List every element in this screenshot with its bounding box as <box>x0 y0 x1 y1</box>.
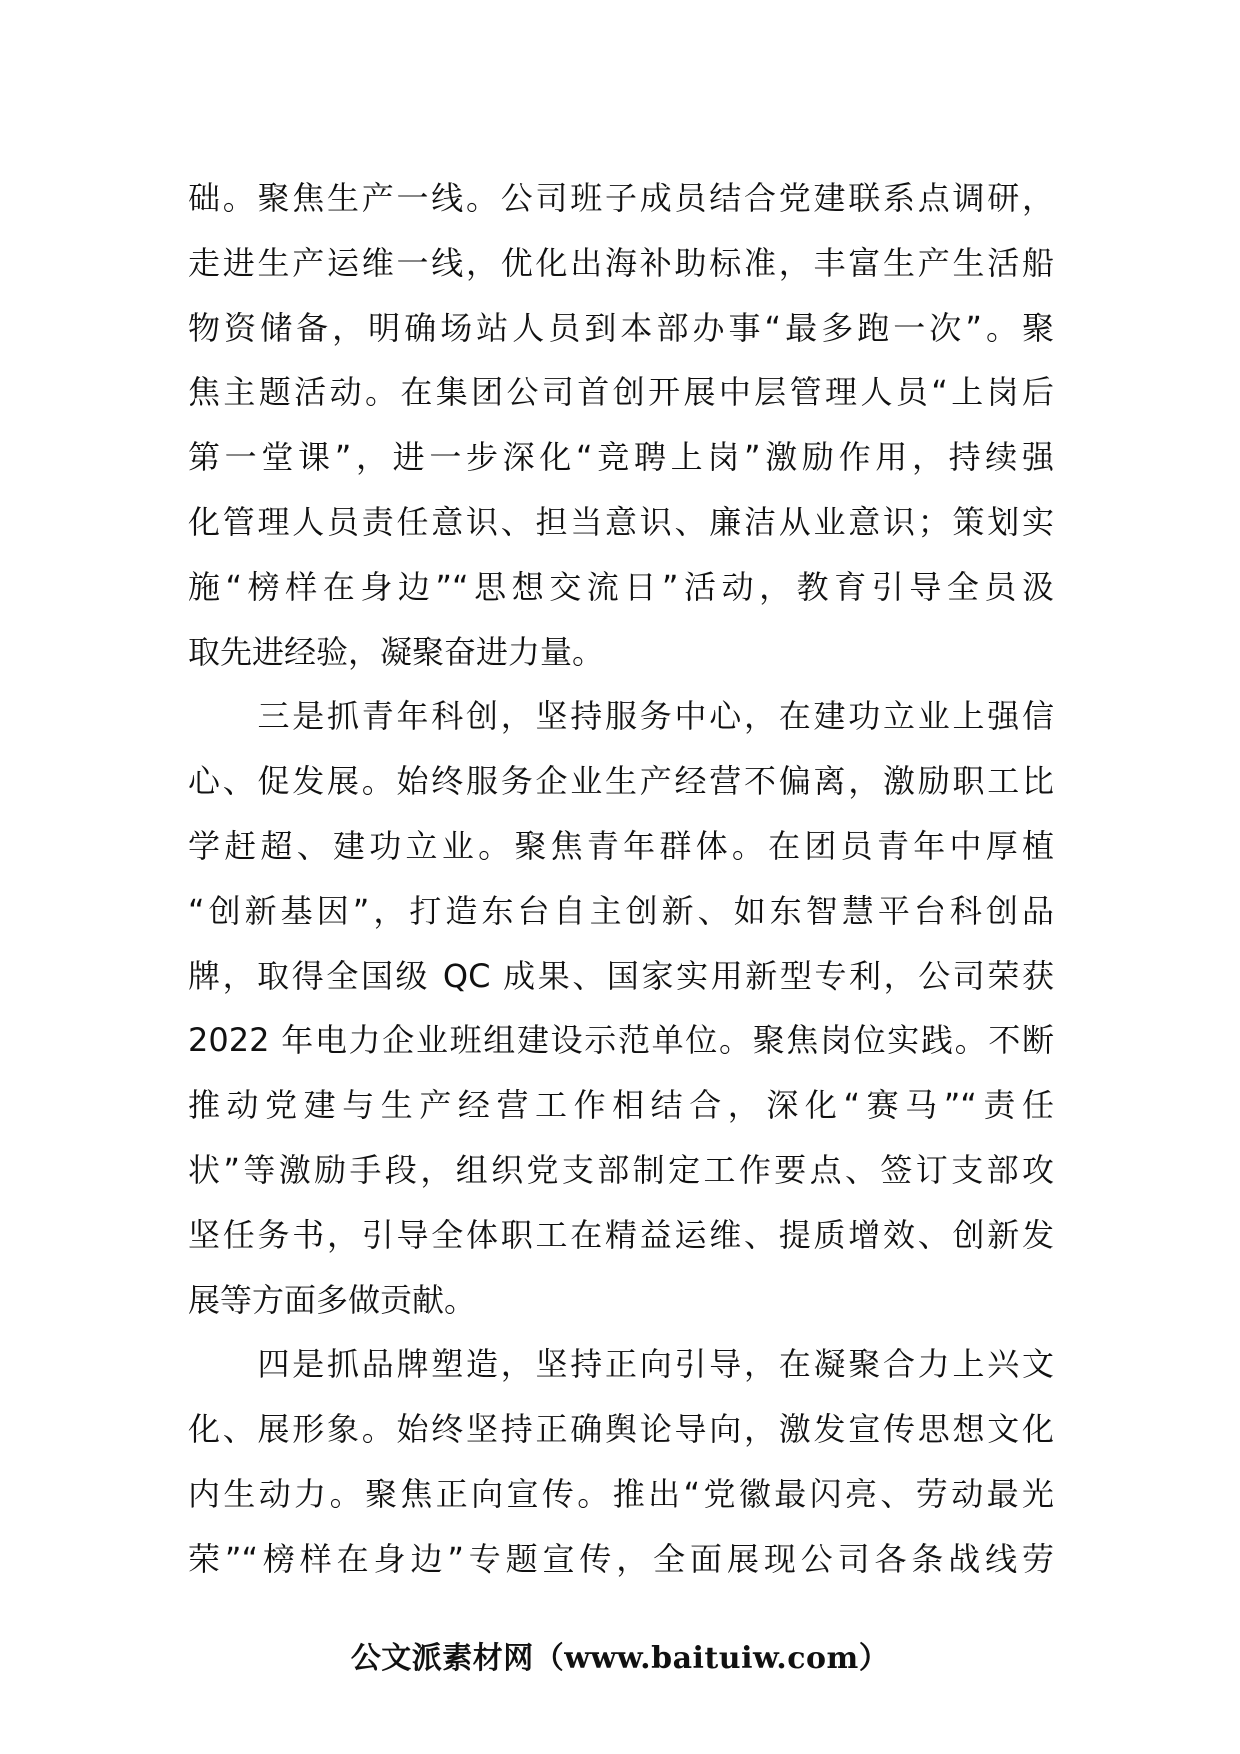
text-line: 推动党建与生产经营工作相结合，深化“赛马”“责任 <box>188 1086 1054 1125</box>
text-line: 坚任务书，引导全体职工在精益运维、提质增效、创新发 <box>188 1215 1054 1254</box>
text-line: 础。聚焦生产一线。公司班子成员结合党建联系点调研， <box>188 179 1054 217</box>
text-line: 焦主题活动。在集团公司首创开展中层管理人员“上岗后 <box>188 373 1054 412</box>
text-line: 内生动力。聚焦正向宣传。推出“党徽最闪亮、劳动最光 <box>188 1474 1054 1513</box>
text-line: 荣”“榜样在身边”专题宣传，全面展现公司各条战线劳 <box>188 1539 1054 1578</box>
text-line: 展等方面多做贡献。 <box>188 1280 477 1319</box>
text-line: 物资储备，明确场站人员到本部办事“最多跑一次”。聚 <box>188 308 1054 347</box>
text-line: 取先进经验，凝聚奋进力量。 <box>188 632 605 671</box>
document-body <box>188 166 1054 1592</box>
text-line: 四是抓品牌塑造，坚持正向引导，在凝聚合力上兴文 <box>188 1345 1054 1384</box>
text-line: 三是抓青年科创，坚持服务中心，在建功立业上强信 <box>188 697 1054 736</box>
text-line: 施“榜样在身边”“思想交流日”活动，教育引导全员汲 <box>188 567 1054 606</box>
text-line: 化、展形象。始终坚持正确舆论导向，激发宣传思想文化 <box>188 1410 1054 1449</box>
text-line: 走进生产运维一线，优化出海补助标准，丰富生产生活船 <box>188 243 1054 282</box>
text-line: 第一堂课”，进一步深化“竞聘上岗”激励作用，持续强 <box>188 438 1054 477</box>
text-line: “创新基因”，打造东台自主创新、如东智慧平台科创品 <box>188 891 1054 930</box>
text-line: 化管理人员责任意识、担当意识、廉洁从业意识；策划实 <box>188 502 1054 541</box>
text-line: 心、促发展。始终服务企业生产经营不偏离，激励职工比 <box>188 762 1054 801</box>
footer-watermark: 公文派素材网（www.baituiw.com） <box>350 1641 890 1676</box>
text-line: 学赶超、建功立业。聚焦青年群体。在团员青年中厚植 <box>188 826 1054 865</box>
text-line: 状”等激励手段，组织党支部制定工作要点、签订支部攻 <box>188 1150 1054 1189</box>
text-line: 牌，取得全国级 QC 成果、国家实用新型专利，公司荣获 <box>188 956 1054 995</box>
text-line: 2022 年电力企业班组建设示范单位。聚焦岗位实践。不断 <box>188 1021 1054 1060</box>
